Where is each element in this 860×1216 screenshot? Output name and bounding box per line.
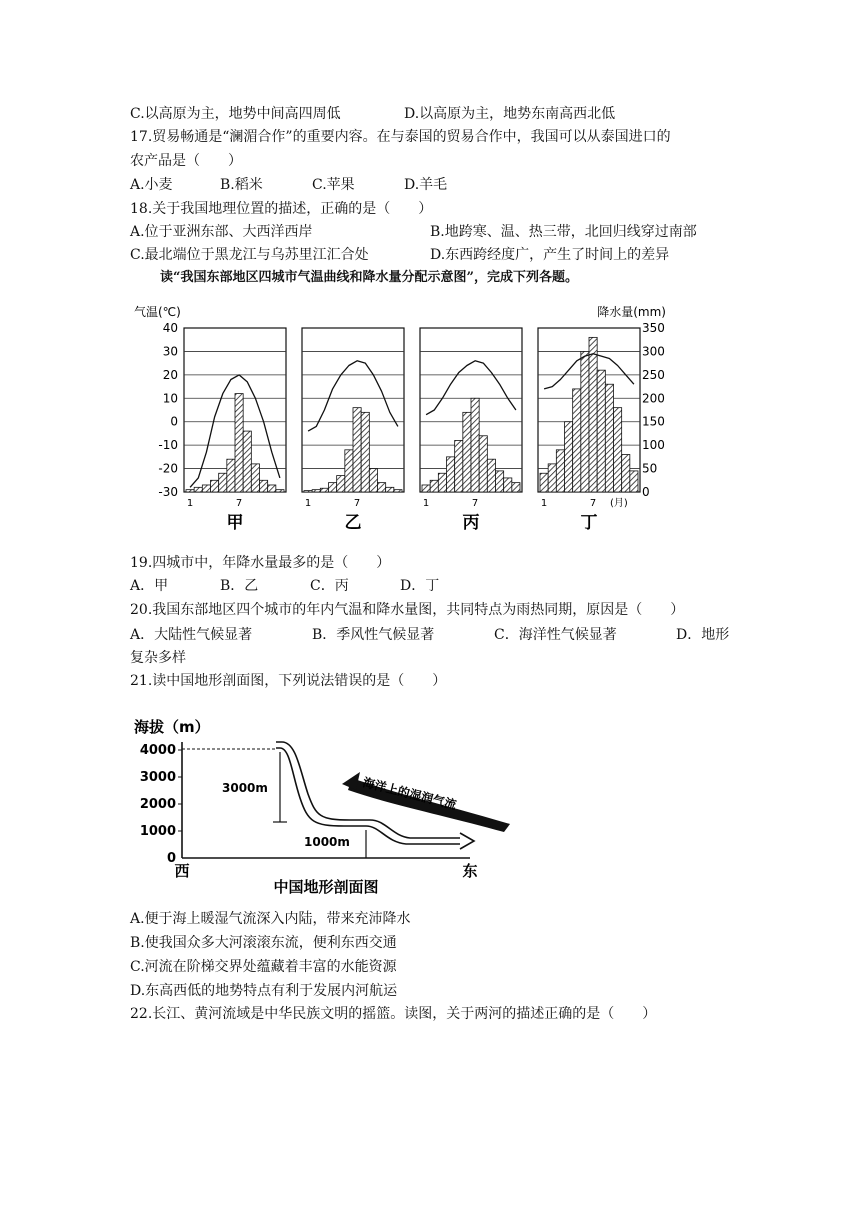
q17-option-a: A.小麦 bbox=[130, 177, 173, 193]
month-tick-label: 1 bbox=[540, 498, 548, 509]
month-tick-label: 1 bbox=[304, 498, 312, 509]
month-tick-label: 7 bbox=[471, 498, 479, 509]
month-unit-label: (月) bbox=[610, 498, 628, 509]
q18-option-b: B.地跨寒、温、热三带，北回归线穿过南部 bbox=[430, 224, 697, 240]
precip-bar bbox=[422, 485, 430, 492]
precip-tick-label: 200 bbox=[642, 391, 665, 406]
precip-bar bbox=[378, 483, 386, 492]
precip-bar bbox=[471, 398, 479, 492]
q21-option-a: A.便于海上暖湿气流深入内陆，带来充沛降水 bbox=[130, 911, 411, 927]
temp-tick-label: 0 bbox=[170, 414, 178, 429]
q20-option-d-continued: 复杂多样 bbox=[130, 650, 186, 666]
drop-3000-label: 3000m bbox=[222, 781, 268, 795]
q18-option-c: C.最北端位于黑龙江与乌苏里江汇合处 bbox=[130, 247, 369, 263]
precip-bar bbox=[540, 473, 548, 492]
precip-bar bbox=[369, 469, 377, 492]
profile-east-label: 东 bbox=[462, 862, 478, 880]
drop-1000-label: 1000m bbox=[304, 835, 350, 849]
precip-bar bbox=[243, 431, 251, 492]
precip-bar bbox=[548, 464, 556, 492]
city-name-label: 丁 bbox=[580, 513, 598, 533]
precip-bar bbox=[597, 370, 605, 492]
precip-bar bbox=[622, 455, 630, 492]
q17-stem-line1: 17.贸易畅通是“澜湄合作”的重要内容。在与泰国的贸易合作中，我国可以从泰国进口的 bbox=[130, 129, 671, 145]
precip-bar bbox=[565, 422, 573, 492]
profile-y-axis-label: 海拔（m） bbox=[134, 718, 210, 736]
q17-option-b: B.稻米 bbox=[220, 177, 263, 193]
precip-bar bbox=[463, 412, 471, 492]
q18-stem: 18.关于我国地理位置的描述，正确的是（ ） bbox=[130, 201, 433, 217]
precip-bar bbox=[361, 412, 369, 492]
precip-axis-label: 降水量(mm) bbox=[597, 305, 666, 319]
q20-option-d: D．地形 bbox=[676, 627, 730, 643]
precip-bar bbox=[589, 337, 597, 492]
precip-bar bbox=[194, 487, 202, 492]
precip-bar bbox=[605, 384, 613, 492]
precip-bar bbox=[447, 457, 455, 492]
precip-bar bbox=[345, 450, 353, 492]
q18-option-a: A.位于亚洲东部、大西洋西岸 bbox=[130, 224, 313, 240]
airflow-label: 海洋上的湿润气流 bbox=[361, 775, 458, 813]
temp-tick-label: -30 bbox=[158, 485, 178, 499]
city-name-label: 乙 bbox=[344, 513, 362, 533]
q17-option-d: D.羊毛 bbox=[404, 177, 448, 193]
q19-stem: 19.四城市中，年降水量最多的是（ ） bbox=[130, 555, 391, 571]
precip-tick-label: 300 bbox=[642, 344, 665, 359]
precip-bar bbox=[320, 488, 328, 492]
precip-bar bbox=[235, 394, 243, 492]
precip-bar bbox=[186, 490, 194, 492]
precip-bar bbox=[304, 491, 312, 492]
profile-tick-2000: 2000 bbox=[139, 797, 176, 812]
q17-stem-line2: 农产品是（ ） bbox=[130, 153, 242, 169]
lead-in-text: 读“我国东部地区四城市气温曲线和降水量分配示意图”，完成下列各题。 bbox=[160, 270, 578, 285]
precip-bar bbox=[556, 450, 564, 492]
q21-option-d: D.东高西低的地势特点有利于发展内河航运 bbox=[130, 983, 398, 999]
profile-tick-1000: 1000 bbox=[139, 824, 176, 839]
climate-panel-3 bbox=[420, 328, 522, 533]
precip-bar bbox=[479, 436, 487, 492]
precip-tick-label: 150 bbox=[642, 414, 665, 429]
q19-option-b: B．乙 bbox=[220, 578, 259, 594]
precip-tick-label: 350 bbox=[642, 321, 665, 335]
precip-bar bbox=[496, 471, 504, 492]
q21-option-b: B.使我国众多大河滚滚东流，便利东西交通 bbox=[130, 935, 397, 951]
precip-bar bbox=[329, 483, 337, 492]
profile-west-label: 西 bbox=[174, 862, 190, 880]
precip-bar bbox=[430, 480, 438, 492]
q21-stem: 21.读中国地形剖面图，下列说法错误的是（ ） bbox=[130, 673, 447, 689]
city-name-label: 甲 bbox=[226, 513, 244, 533]
precip-tick-label: 50 bbox=[642, 461, 658, 476]
climate-panel-2 bbox=[302, 328, 404, 533]
profile-y-ticks bbox=[140, 743, 182, 866]
precip-bar bbox=[227, 459, 235, 492]
precip-bar bbox=[438, 473, 446, 492]
city-name-label: 丙 bbox=[462, 513, 480, 533]
precip-bar bbox=[487, 459, 495, 492]
precip-bar bbox=[260, 480, 268, 492]
precip-bar bbox=[386, 487, 394, 492]
climate-panel-1 bbox=[184, 328, 286, 533]
temp-tick-label: 20 bbox=[162, 367, 178, 382]
east-flow-arrow bbox=[460, 833, 474, 849]
q16-option-d: D.以高原为主，地势东南高西北低 bbox=[404, 106, 616, 122]
precip-bar bbox=[219, 473, 227, 492]
q18-option-d: D.东西跨经度广，产生了时间上的差异 bbox=[430, 247, 670, 263]
precip-bar bbox=[504, 478, 512, 492]
precip-bar bbox=[630, 471, 638, 492]
profile-tick-4000: 4000 bbox=[139, 743, 176, 758]
precip-bar bbox=[614, 408, 622, 492]
temp-tick-label: 40 bbox=[162, 321, 178, 335]
profile-tick-3000: 3000 bbox=[139, 770, 176, 785]
month-tick-label: 1 bbox=[422, 498, 430, 509]
month-tick-label: 7 bbox=[589, 498, 597, 509]
precip-bar bbox=[573, 389, 581, 492]
climate-chart-figure bbox=[130, 296, 670, 536]
precip-bar bbox=[394, 490, 402, 492]
precip-bar bbox=[202, 485, 210, 492]
profile-tick-0: 0 bbox=[166, 851, 176, 866]
profile-title: 中国地形剖面图 bbox=[273, 878, 379, 896]
precip-bar bbox=[268, 485, 276, 492]
q19-option-d: D．丁 bbox=[400, 578, 440, 594]
temp-tick-label: -10 bbox=[158, 438, 178, 453]
month-tick-label: 7 bbox=[235, 498, 243, 509]
q20-stem: 20.我国东部地区四个城市的年内气温和降水量图，共同特点为雨热同期，原因是（ ） bbox=[130, 602, 685, 618]
precip-bar bbox=[581, 351, 589, 492]
terrain-profile-figure bbox=[130, 712, 530, 898]
precip-bar bbox=[455, 440, 463, 492]
q21-option-c: C.河流在阶梯交界处蕴藏着丰富的水能资源 bbox=[130, 959, 397, 975]
month-tick-label: 1 bbox=[186, 498, 194, 509]
precip-tick-label: 100 bbox=[642, 438, 665, 453]
q19-option-a: A．甲 bbox=[130, 578, 169, 594]
q17-option-c: C.苹果 bbox=[312, 177, 355, 193]
q22-stem: 22.长江、黄河流域是中华民族文明的摇篮。读图，关于两河的描述正确的是（ ） bbox=[130, 1006, 657, 1022]
precip-bar bbox=[276, 490, 284, 492]
precip-bar bbox=[337, 476, 345, 492]
precip-bar bbox=[353, 408, 361, 492]
temp-tick-label: -20 bbox=[158, 461, 178, 476]
precip-tick-label: 0 bbox=[642, 485, 650, 499]
precip-bar bbox=[512, 483, 520, 492]
q16-option-c: C.以高原为主，地势中间高四周低 bbox=[130, 106, 341, 122]
temp-tick-label: 30 bbox=[162, 344, 178, 359]
precip-bar bbox=[251, 464, 259, 492]
q20-option-c: C．海洋性气候显著 bbox=[494, 627, 617, 643]
q20-option-a: A．大陆性气候显著 bbox=[130, 627, 253, 643]
precip-bar bbox=[211, 480, 219, 492]
temp-axis-label: 气温(℃) bbox=[134, 305, 181, 319]
precip-tick-label: 250 bbox=[642, 367, 665, 382]
precip-bar bbox=[312, 490, 320, 492]
q19-option-c: C．丙 bbox=[310, 578, 349, 594]
q20-option-b: B．季风性气候显著 bbox=[312, 627, 435, 643]
month-tick-label: 7 bbox=[353, 498, 361, 509]
temp-tick-label: 10 bbox=[162, 391, 178, 406]
